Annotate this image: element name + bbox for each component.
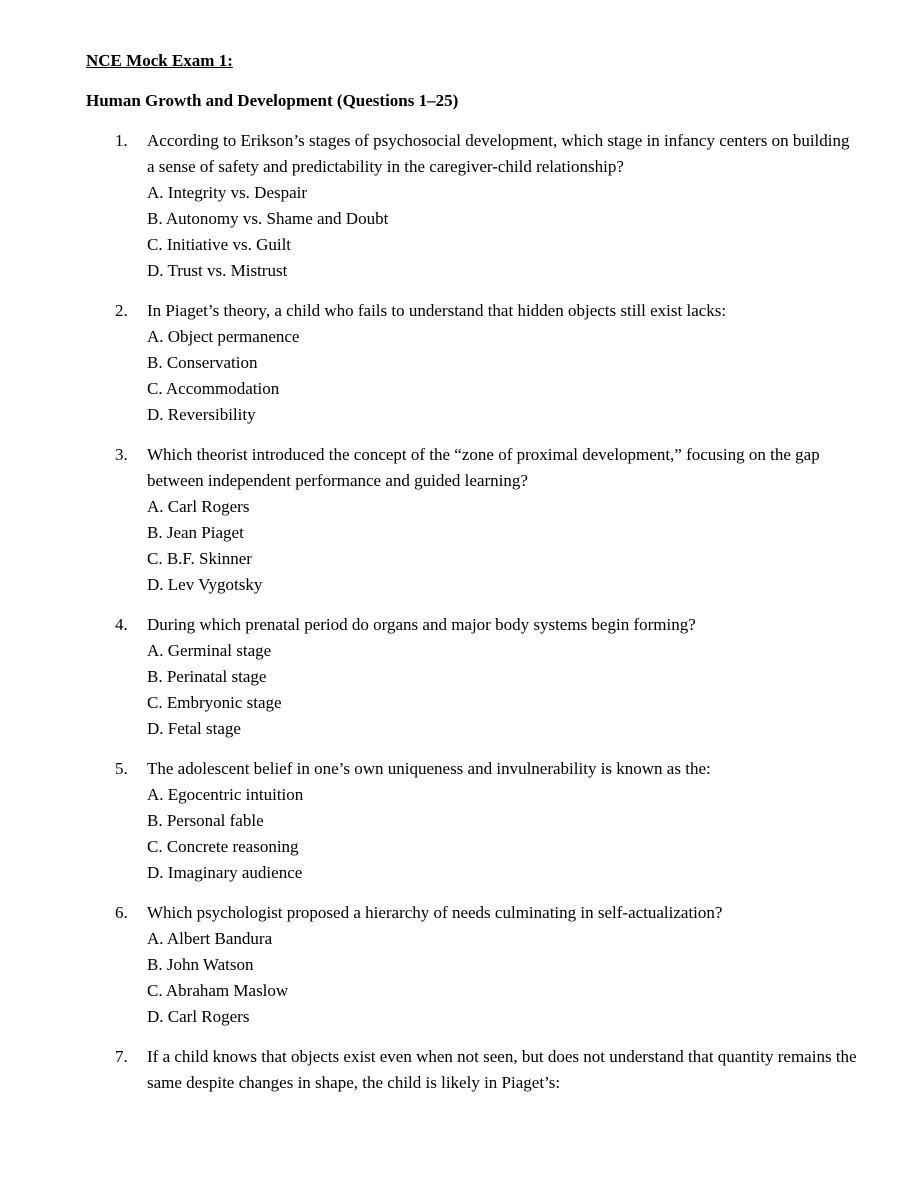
question-options <box>147 638 857 742</box>
section-heading: Human Growth and Development (Questions 1–25) <box>86 91 459 110</box>
question-body <box>147 756 857 886</box>
question-body <box>147 900 857 1030</box>
question-text: Which theorist introduced the concept of the “zone of proximal development,” focusing on the gap between independent performance and guided learning? <box>147 445 820 490</box>
question-number: 6. <box>115 903 128 922</box>
option-line: A. Integrity vs. Despair <box>147 183 308 202</box>
question-item <box>86 298 857 428</box>
option-line: A. Object permanence <box>147 327 300 346</box>
question-number: 2. <box>115 301 128 320</box>
option-line: D. Reversibility <box>147 405 256 424</box>
question-item <box>86 128 857 284</box>
option-line: B. Personal fable <box>147 811 264 830</box>
option-line: D. Trust vs. Mistrust <box>147 261 288 280</box>
option-line: B. John Watson <box>147 955 254 974</box>
option-line: C. Initiative vs. Guilt <box>147 235 292 254</box>
question-body <box>147 442 857 598</box>
question-item <box>86 612 857 742</box>
option-line: C. Embryonic stage <box>147 693 282 712</box>
question-item <box>86 442 857 598</box>
question-list <box>86 128 857 1096</box>
option-line: A. Egocentric intuition <box>147 785 304 804</box>
question-number: 4. <box>115 615 128 634</box>
question-item <box>86 756 857 886</box>
option-line: B. Perinatal stage <box>147 667 267 686</box>
question-number: 5. <box>115 759 128 778</box>
option-line: A. Carl Rogers <box>147 497 250 516</box>
option-line: D. Imaginary audience <box>147 863 303 882</box>
question-options <box>147 926 857 1030</box>
option-line: A. Germinal stage <box>147 641 272 660</box>
question-options <box>147 494 857 598</box>
option-line: A. Albert Bandura <box>147 929 273 948</box>
option-line: D. Lev Vygotsky <box>147 575 263 594</box>
option-line: C. B.F. Skinner <box>147 549 252 568</box>
option-line: C. Accommodation <box>147 379 280 398</box>
question-item <box>86 1044 857 1096</box>
question-body <box>147 128 857 284</box>
option-line: D. Fetal stage <box>147 719 241 738</box>
option-line: B. Autonomy vs. Shame and Doubt <box>147 209 389 228</box>
question-body <box>147 298 857 428</box>
question-text: During which prenatal period do organs and major body systems begin forming? <box>147 615 696 634</box>
option-line: D. Carl Rogers <box>147 1007 250 1026</box>
option-line: B. Jean Piaget <box>147 523 244 542</box>
question-item <box>86 900 857 1030</box>
question-text: If a child knows that objects exist even when not seen, but does not understand that quantity remains the same despite changes in shape, the child is likely in Piaget’s: <box>147 1047 857 1092</box>
question-number: 3. <box>115 445 128 464</box>
option-line: C. Concrete reasoning <box>147 837 299 856</box>
question-text: The adolescent belief in one’s own uniqueness and invulnerability is known as the: <box>147 759 711 778</box>
question-options <box>147 324 857 428</box>
question-number: 1. <box>115 131 128 150</box>
question-options <box>147 782 857 886</box>
document-title: NCE Mock Exam 1: <box>86 51 233 70</box>
question-number: 7. <box>115 1047 128 1066</box>
question-body <box>147 1044 857 1096</box>
option-line: B. Conservation <box>147 353 258 372</box>
question-text: In Piaget’s theory, a child who fails to understand that hidden objects still exist lacks: <box>147 301 727 320</box>
question-options <box>147 180 857 284</box>
question-text: According to Erikson’s stages of psychosocial development, which stage in infancy centers on building a sense of safety and predictability in the caregiver-child relationship? <box>147 131 850 176</box>
question-body <box>147 612 857 742</box>
option-line: C. Abraham Maslow <box>147 981 289 1000</box>
question-text: Which psychologist proposed a hierarchy of needs culminating in self-actualization? <box>147 903 723 922</box>
